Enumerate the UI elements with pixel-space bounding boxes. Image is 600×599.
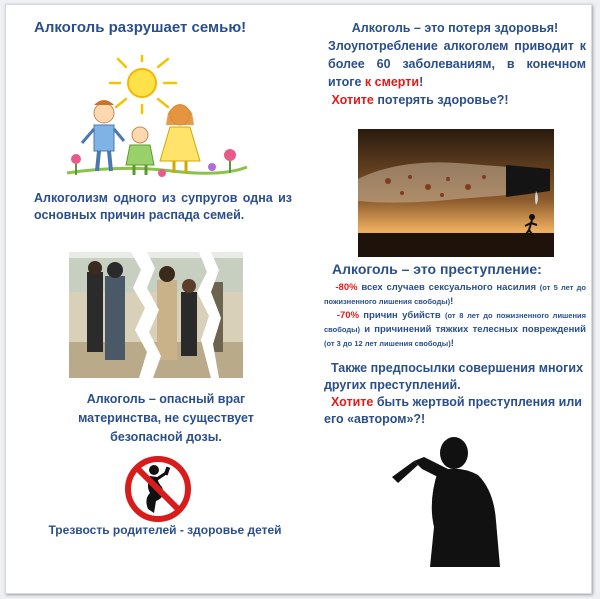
stat2-penalty: (от 8 лет до пожизненного лишения свободы) [324, 311, 586, 334]
disease-end: ! [419, 75, 424, 89]
torn-family-photo-image [69, 252, 243, 378]
stat2-end: ! [450, 338, 454, 349]
man-with-knife-silhouette [390, 431, 500, 567]
left-title: Алкоголь разрушает семью! [34, 19, 247, 36]
stat1-penalty: (от 5 лет до пожизненного лишения свободы) [324, 283, 586, 306]
right-health-block [324, 19, 586, 109]
disease-paragraph [324, 37, 586, 91]
health-question [324, 91, 586, 109]
stat2-text2: и причинений тяжких телесных повреждений [360, 324, 586, 335]
stat2-percent: -70% [336, 310, 360, 321]
death-highlight: к смерти [364, 75, 420, 89]
stat2-text: причин убийств [359, 310, 445, 321]
left-paragraph-maternity [36, 390, 296, 447]
victim-question [324, 394, 586, 428]
also-crimes [324, 360, 586, 394]
victim-rest: быть жертвой преступления или его «автором»?! [324, 395, 582, 426]
stat-murders [324, 309, 586, 351]
stat1-end: ! [450, 296, 454, 307]
leaflet-page [5, 4, 592, 594]
no-drinking-pregnant-icon [124, 455, 192, 523]
maternity-line-1: Алкоголь – опасный враг [86, 392, 246, 406]
right-crime-paragraph [324, 360, 586, 428]
stat-sexual-violence [324, 281, 586, 309]
health-title: Алкоголь – это потеря здоровья! [351, 21, 559, 35]
question-rest-1: потерять здоровье?! [373, 93, 509, 107]
stat1-text: всех случаев сексуального насилия [357, 282, 540, 293]
left-paragraph-divorce: Алкоголизм одного из супругов одна из основных причин распада семей. [34, 191, 292, 222]
stat2-penalty2: (от 3 до 12 лет лишения свободы) [324, 339, 451, 348]
maternity-line-2: материнства, не существует [78, 411, 254, 425]
disease-text: Злоупотребление алкоголем приводит к более 60 заболеваниям, в конечном итоге [328, 39, 586, 89]
maternity-line-3: безопасной дозы. [110, 430, 222, 444]
left-footer-slogan: Трезвость родителей - здоровье детей [48, 523, 282, 537]
want-red-1: Хотите [331, 93, 374, 107]
also-text: Также предпосылки совершения многих других преступлений. [324, 361, 584, 392]
crime-stats [324, 281, 586, 351]
crime-title: Алкоголь – это преступление: [332, 261, 542, 277]
stat1-percent: -80% [335, 282, 358, 293]
family-drawing-image [62, 55, 252, 185]
broken-bottle-image [358, 129, 554, 257]
want-red-2: Хотите [330, 395, 374, 409]
